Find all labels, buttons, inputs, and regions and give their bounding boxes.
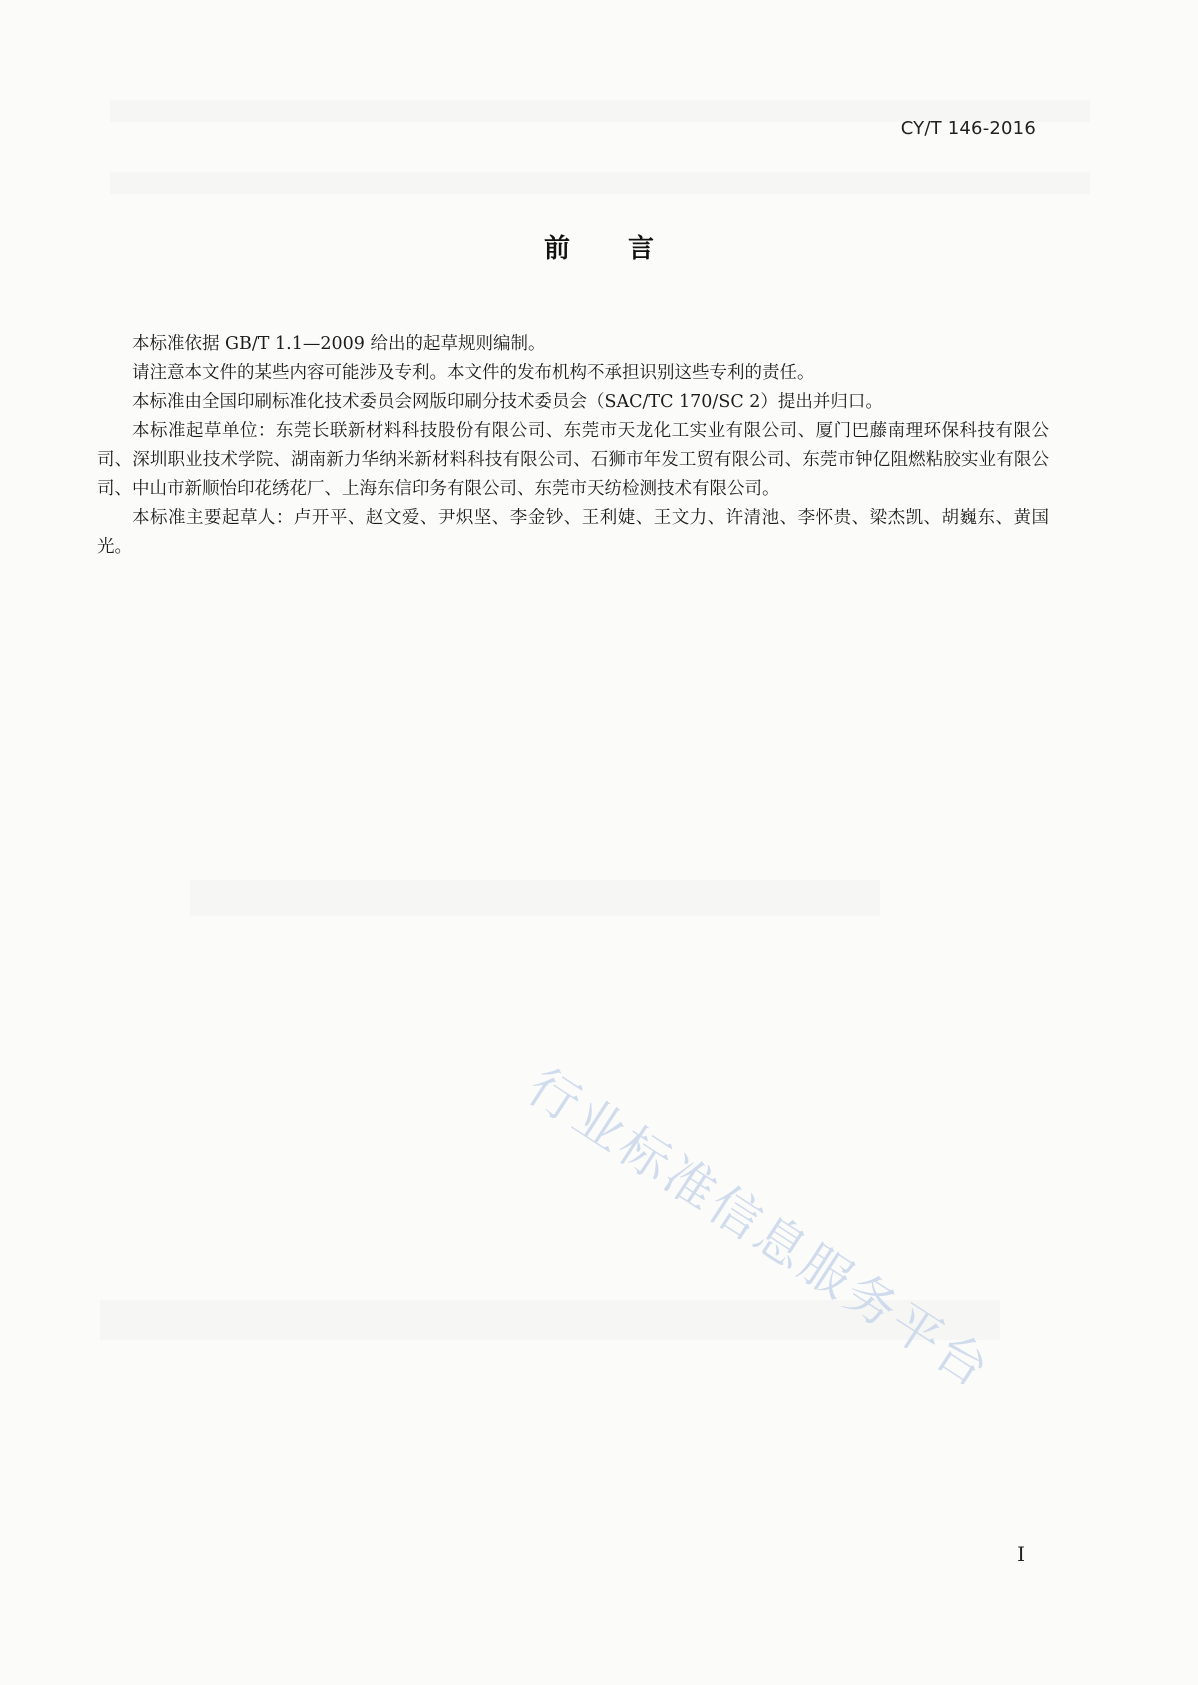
paragraph-drafting-units: 本标准起草单位：东莞长联新材料科技股份有限公司、东莞市天龙化工实业有限公司、厦门巴藤南理环保科技有限公司、深圳职业技术学院、湖南新力华纳米新材料科技有限公司、石狮市年发工贸有限公司、东莞市钟亿阻燃粘胶实业有限公司、中山市新顺怡印花绣花厂、上海东信印务有限公司、东莞市天纺检测技术有限公司。 xyxy=(97,421,1049,499)
foreword-body xyxy=(97,330,1049,562)
page-title: 前言 xyxy=(543,234,712,264)
document-code: CY/T 146-2016 xyxy=(900,118,1036,139)
paragraph-proposer: 本标准由全国印刷标准化技术委员会网版印刷分技术委员会（SAC/TC 170/SC 2）提出并归口。 xyxy=(132,392,883,412)
paragraph-main-drafters: 本标准主要起草人：卢开平、赵文爱、尹炽坚、李金钞、王利婕、王文力、许清池、李怀贵、梁杰凯、胡巍东、黄国光。 xyxy=(97,508,1049,557)
bleed-through-shadow xyxy=(190,880,880,916)
page-number: I xyxy=(1017,1542,1025,1566)
bleed-through-shadow xyxy=(110,172,1090,194)
paragraph-drafting-rules: 本标准依据 GB/T 1.1—2009 给出的起草规则编制。 xyxy=(132,334,546,354)
paragraph-patent-notice: 请注意本文件的某些内容可能涉及专利。本文件的发布机构不承担识别这些专利的责任。 xyxy=(132,363,815,383)
watermark-text: 行业标准信息服务平台 xyxy=(517,1057,1002,1400)
